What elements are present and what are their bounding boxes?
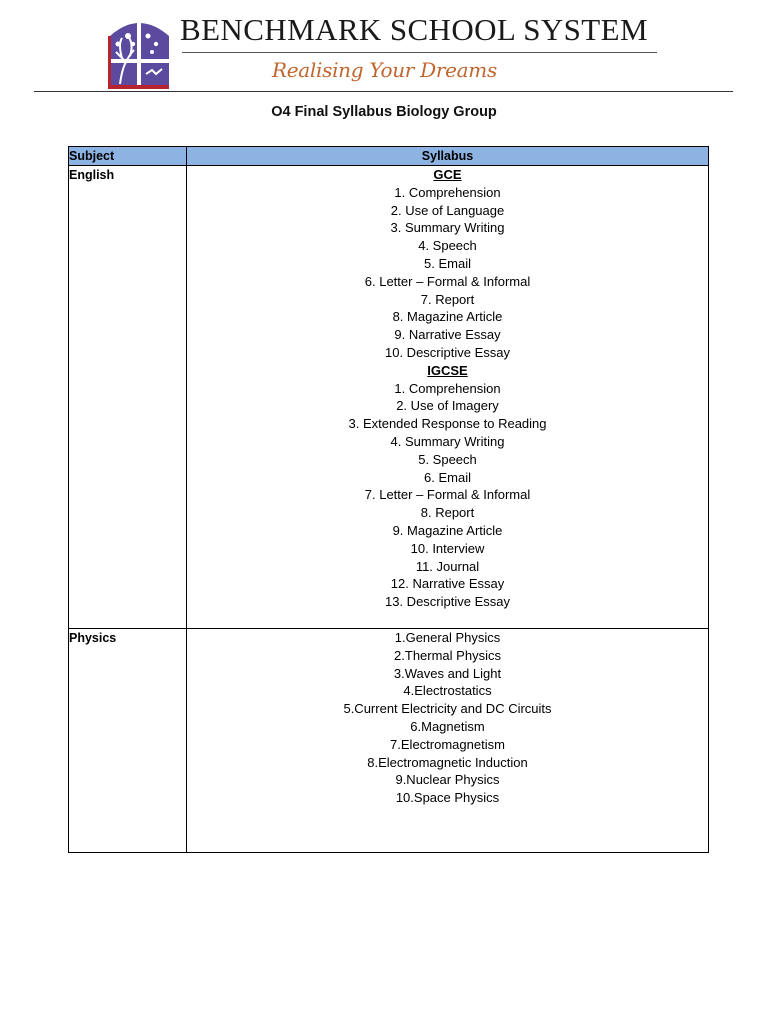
list-item: 1.General Physics bbox=[394, 630, 501, 645]
list-item: 2.Thermal Physics bbox=[394, 647, 501, 663]
list-item: 2. Use of Imagery bbox=[396, 398, 499, 414]
list-item: 1. Comprehension bbox=[394, 380, 501, 396]
table-row bbox=[69, 166, 709, 629]
list-item: 3. Summary Writing bbox=[390, 220, 505, 236]
column-header-syllabus: Syllabus bbox=[187, 147, 709, 166]
list-item: 9. Narrative Essay bbox=[394, 327, 501, 343]
list-item: 7. Letter – Formal & Informal bbox=[364, 487, 531, 503]
section-heading: IGCSE bbox=[427, 362, 468, 378]
list-item: 7.Electromagnetism bbox=[390, 736, 505, 752]
school-logo-icon bbox=[108, 14, 171, 89]
list-item: 3.Waves and Light bbox=[393, 665, 502, 681]
list-item: 6.Magnetism bbox=[410, 718, 485, 734]
list-item: 12. Narrative Essay bbox=[390, 576, 505, 592]
list-item: 11. Journal bbox=[415, 558, 480, 574]
list-item: 7. Report bbox=[420, 291, 475, 307]
list-item: 6. Letter – Formal & Informal bbox=[364, 273, 531, 289]
list-item: 8.Electromagnetic Induction bbox=[367, 754, 528, 770]
list-item: 10.Space Physics bbox=[395, 790, 500, 806]
table-header-row bbox=[69, 147, 709, 166]
list-item: 8. Magazine Article bbox=[392, 309, 503, 325]
list-item: 13. Descriptive Essay bbox=[385, 594, 510, 610]
list-item: 10. Descriptive Essay bbox=[385, 344, 510, 360]
document-title: O4 Final Syllabus Biology Group bbox=[271, 104, 497, 120]
physics-topic-list bbox=[187, 629, 708, 807]
list-item: 2. Use of Language bbox=[390, 202, 505, 218]
list-item: 4.Electrostatics bbox=[403, 683, 492, 699]
list-item: 5.Current Electricity and DC Circuits bbox=[343, 701, 552, 717]
page-divider bbox=[34, 91, 733, 92]
list-item: 6. Email bbox=[424, 469, 471, 485]
list-item: 1. Comprehension bbox=[394, 184, 501, 200]
list-item: 10. Interview bbox=[410, 540, 485, 556]
list-item: 3. Extended Response to Reading bbox=[348, 416, 547, 432]
subject-cell: English bbox=[69, 166, 187, 629]
syllabus-cell bbox=[187, 629, 709, 853]
tagline: Realising Your Dreams bbox=[272, 58, 497, 82]
section-heading: GCE bbox=[433, 167, 462, 182]
syllabus-table bbox=[68, 146, 709, 853]
list-item: 5. Speech bbox=[418, 451, 477, 467]
letterhead bbox=[0, 0, 768, 92]
list-item: 8. Report bbox=[420, 505, 475, 521]
header-divider bbox=[182, 52, 657, 53]
list-item: 4. Summary Writing bbox=[390, 433, 505, 449]
list-item: 9.Nuclear Physics bbox=[395, 772, 500, 788]
list-item: 5. Email bbox=[424, 255, 471, 271]
list-item: 4. Speech bbox=[418, 238, 477, 254]
column-header-subject: Subject bbox=[69, 147, 187, 166]
table-row bbox=[69, 629, 709, 853]
subject-cell: Physics bbox=[69, 629, 187, 853]
syllabus-cell bbox=[187, 166, 709, 629]
org-name: BENCHMARK SCHOOL SYSTEM bbox=[180, 12, 648, 47]
list-item: 9. Magazine Article bbox=[392, 522, 503, 538]
